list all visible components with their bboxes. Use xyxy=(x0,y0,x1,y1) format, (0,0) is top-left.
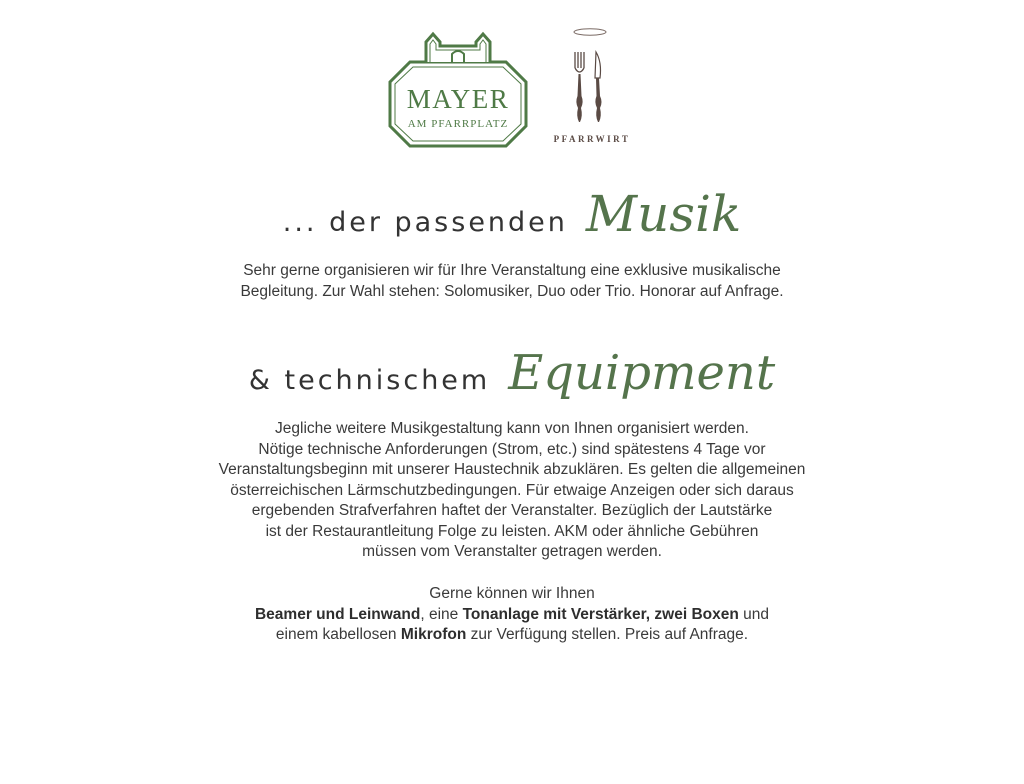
logo-subtitle: AM PFARRPLATZ xyxy=(407,118,509,130)
equipment-description xyxy=(0,419,1024,563)
heading-equipment-prefix: & technischem xyxy=(248,365,491,396)
text-line: ist der Restaurantleitung Folge zu leisten. AKM oder ähnliche Gebühren xyxy=(265,522,759,540)
bold-beamer: Beamer und Leinwand xyxy=(254,605,421,623)
music-description xyxy=(0,261,1024,302)
bold-microphone: Mikrofon xyxy=(400,626,467,643)
heading-equipment-script: Equipment xyxy=(508,345,776,401)
text-line: Nötige technische Anforderungen (Strom, etc.) sind spätestens 4 Tage vor xyxy=(258,440,766,458)
pfarrwirt-logo xyxy=(542,26,642,150)
text-line xyxy=(0,605,1024,626)
logo-label: PFARRWIRT xyxy=(553,134,631,144)
heading-equipment xyxy=(0,345,1024,401)
heading-music xyxy=(0,185,1024,243)
text-line: müssen vom Veranstalter getragen werden. xyxy=(362,543,662,560)
fork-and-knife-with-halo-icon xyxy=(542,26,642,132)
text-line xyxy=(0,625,1024,646)
text-line: Sehr gerne organisieren wir für Ihre Veranstaltung eine exklusive musikalische xyxy=(243,262,781,279)
text-line: Gerne können wir Ihnen xyxy=(429,585,595,602)
text-line: ergebenden Strafverfahren haftet der Veranstalter. Bezüglich der Lautstärke xyxy=(251,502,773,519)
text-fragment: und xyxy=(738,605,769,623)
text-line: Veranstaltungsbeginn mit unserer Haustechnik abzuklären. Es gelten die allgemeinen xyxy=(218,461,806,478)
text-line: Begleitung. Zur Wahl stehen: Solomusiker, Duo oder Trio. Honorar auf Anfrage. xyxy=(240,282,784,300)
text-fragment: zur Verfügung stellen. Preis auf Anfrage. xyxy=(466,626,749,643)
text-fragment: einem kabellosen xyxy=(275,626,401,643)
mayer-am-pfarrplatz-logo xyxy=(388,28,528,148)
equipment-offer xyxy=(0,584,1024,646)
logo-title: MAYER xyxy=(406,84,510,114)
heading-music-script: Musik xyxy=(585,185,742,243)
text-line: österreichischen Lärmschutzbedingungen. Für etwaige Anzeigen oder sich daraus xyxy=(230,481,794,499)
text-line: Jegliche weitere Musikgestaltung kann von Ihnen organisiert werden. xyxy=(275,420,749,437)
heading-music-prefix: ... der passenden xyxy=(282,207,568,238)
bold-sound-system: Tonanlage mit Verstärker, zwei Boxen xyxy=(462,605,739,623)
text-fragment: , eine xyxy=(420,605,463,623)
